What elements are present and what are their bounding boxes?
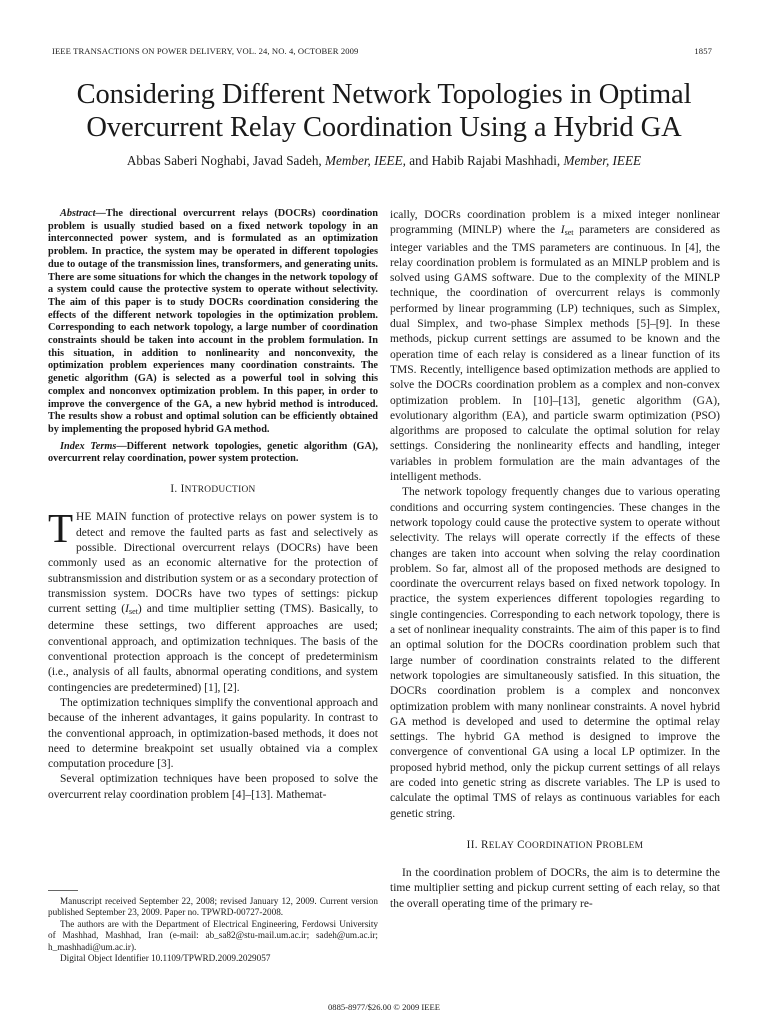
footnote-manuscript: Manuscript received September 22, 2008; revised January 12, 2009. Current version published September 23, 2009. Paper no. TPWRD-00727-2008. xyxy=(48,896,378,918)
intro-paragraph-1: THE MAIN function of protective relays on power system is to detect and remove the faulted parts as fast and selectively as possible. Directional overcurrent relays (DOCRs) have been commonly used as an economic alternative for the protection of subtransmission and distribution system or as a secondary protection of transmission system. DOCRs have two types of settings: pickup current setting $(I_{set})$ and time multiplier setting (TMS). Basically, to determine these settings, two different approaches are used; conventional approach, and optimization techniques. The basis of the conventional protection approach is the concept of predeterminism (i.e., analysis of all faults, abnormal operating conditions, and system contingencies are predetermined) [1], [2]. xyxy=(48,505,378,694)
drop-cap: T xyxy=(48,505,74,552)
section-number: I. xyxy=(170,483,178,496)
footnote-affiliation: The authors are with the Department of Electrical Engineering, Ferdowsi University of Mashhad, Mashhad, Iran (e-mail: ab_sa82@stu-mail.um.ac.ir; sadeh@um.ac.ir; h_mashhadi@um.ac.ir). xyxy=(48,918,378,952)
author-conjunction: and xyxy=(409,153,429,168)
journal-info: IEEE TRANSACTIONS ON POWER DELIVERY, VOL. 24, NO. 4, OCTOBER 2009 xyxy=(52,46,359,56)
intro-paragraph-4: ically, DOCRs coordination problem is a mixed integer nonlinear programming (MINLP) where the $I_{set}$ parameters are considered as integer variables and the TMS parameters are continuous. In [4], the relay coordination problem is formulated as an MINLP problem and is solved using GAMS software. Due to the complexity of the MINLP technique, the coordination of overcurrent relays is commonly performed by linear programming (LP) techniques, such as Simplex, dual Simplex, and two-phase Simplex methods [5]–[9]. In these methods, pickup current settings are assumed to be known and the operation time of each relay is considered as a linear function of its TMS. Recently, intelligence based optimization methods are applied to solve the DOCRs coordination problem as a complex and non-convex optimization problem. In [10]–[13], genetic algorithm (GA), evolutionary algorithm (EA), and particle swarm optimization (PSO) algorithms are proposed to calculate the optimal solution for relay settings. Considering the nonlinearity effects and handling, integer variables in problem formulation are the main advantages of the intelligent methods. xyxy=(390,209,721,484)
section-heading-relay-coordination: II. RELAY COORDINATION PROBLEM xyxy=(466,838,644,851)
author-3: Habib Rajabi Mashhadi, xyxy=(431,153,561,168)
author-3-membership: Member, IEEE xyxy=(563,153,642,168)
index-terms-dash: — xyxy=(116,440,127,452)
abstract xyxy=(48,208,378,437)
section-number: II. xyxy=(466,838,478,851)
intro-paragraph-3: Several optimization techniques have been proposed to solve the overcurrent relay coordination problem [4]–[13]. Mathemat- xyxy=(48,773,378,801)
abstract-dash: — xyxy=(95,208,106,219)
footnotes xyxy=(48,890,378,964)
footnote-doi: Digital Object Identifier 10.1109/TPWRD.2009.2029057 xyxy=(60,953,271,964)
right-column xyxy=(390,208,720,912)
author-2-membership: Member, IEEE, xyxy=(325,153,406,168)
intro-paragraph-2: The optimization techniques simplify the conventional approach and because of the inherent advantages, it gains popularity. In contrast to the conventional approach, in optimization-based methods, it does not need to determine breakpoint set usually obtained via a complex computation procedure [3]. xyxy=(48,696,378,771)
section-2-paragraph-1: In the coordination problem of DOCRs, the aim is to determine the time multiplier setting and pickup current setting of each relay, so that the overall operating time of the primary re- xyxy=(390,867,720,910)
author-1: Abbas Saberi Noghabi, xyxy=(126,153,250,168)
copyright-footer: 0885-8977/$26.00 © 2009 IEEE xyxy=(327,1002,441,1012)
intro-paragraph-5: The network topology frequently changes due to various operating conditions and occurring system contingencies. These changes in the network topology could cause the protective system to operate without selectivity. The relays will operate correctly if the effects of these changes are taken into account when solving the relay coordination problem. So far, almost all of the proposed methods are designed to coordinate the overcurrent relays based on fixed network topology. In practice, the system experiences different topologies regarding to single contingencies. Corresponding to each network topology, there is a set of nonlinear inequality constraints. The aim of this paper is to find an optimal solution for the DOCRs coordination problem such that large number of coordination constraints related to the different network topologies are simultaneously satisfied. In this situation, the DOCRs coordination problem is a complex and nonconvex optimization problem with many nonlinear constraints. A novel hybrid GA method is developed and used to determine the optimal relay settings. The hybrid GA method is designed to improve the convergence of conventional GA using a local LP optimizer. In the proposed hybrid method, only the pickup current settings of all relays are coded into genetic string as discrete variables. The LP is used to calculate the optimal TMS of relays as continuous variables for each genetic string. xyxy=(390,486,720,820)
left-column xyxy=(48,208,378,803)
index-terms-label: Index Terms xyxy=(60,440,117,452)
paper-title: Considering Different Network Topologies in Optimal Overcurrent Relay Coordination Using a Hybrid GA xyxy=(76,79,692,143)
abstract-body: The directional overcurrent relays (DOCRs) coordination problem is usually studied based on a fixed network topology in an interconnected power system, and is formulated as an optimization problem. In practice, the system may be operated in different topologies due to outage of the transmission lines, transformers, and generating units. There are some situations for which the changes in the network topology of a system could cause the protective system to operate without selectivity. The aim of this paper is to study DOCRs coordination considering the effects of the different network topologies in the optimization problem. Corresponding to each network topology, a large number of coordination constraints should be taken into account in the problem formulation. In this situation, in addition to nonlinearity and nonconvexity, the optimization problem experiences many coordination constraints. The genetic algorithm (GA) is selected as a powerful tool in solving this complex and nonconvex optimization problem. In this paper, in order to improve the convergence of the GA, a new hybrid method is introduced. The results show a robust and optimal solution can be efficiently obtained by implementing the proposed hybrid GA method. xyxy=(48,208,378,435)
author-2: Javad Sadeh, xyxy=(252,153,322,168)
section-heading-introduction: I. INTRODUCTION xyxy=(170,483,256,496)
page-number: 1857 xyxy=(694,46,712,56)
author-line xyxy=(40,153,728,169)
abstract-label: Abstract xyxy=(60,208,96,219)
running-header xyxy=(52,46,712,56)
index-terms xyxy=(48,441,378,466)
footnote-divider xyxy=(48,890,78,891)
index-terms-body: Different network topologies, genetic algorithm (GA), overcurrent relay coordination, power system protection. xyxy=(48,440,378,465)
